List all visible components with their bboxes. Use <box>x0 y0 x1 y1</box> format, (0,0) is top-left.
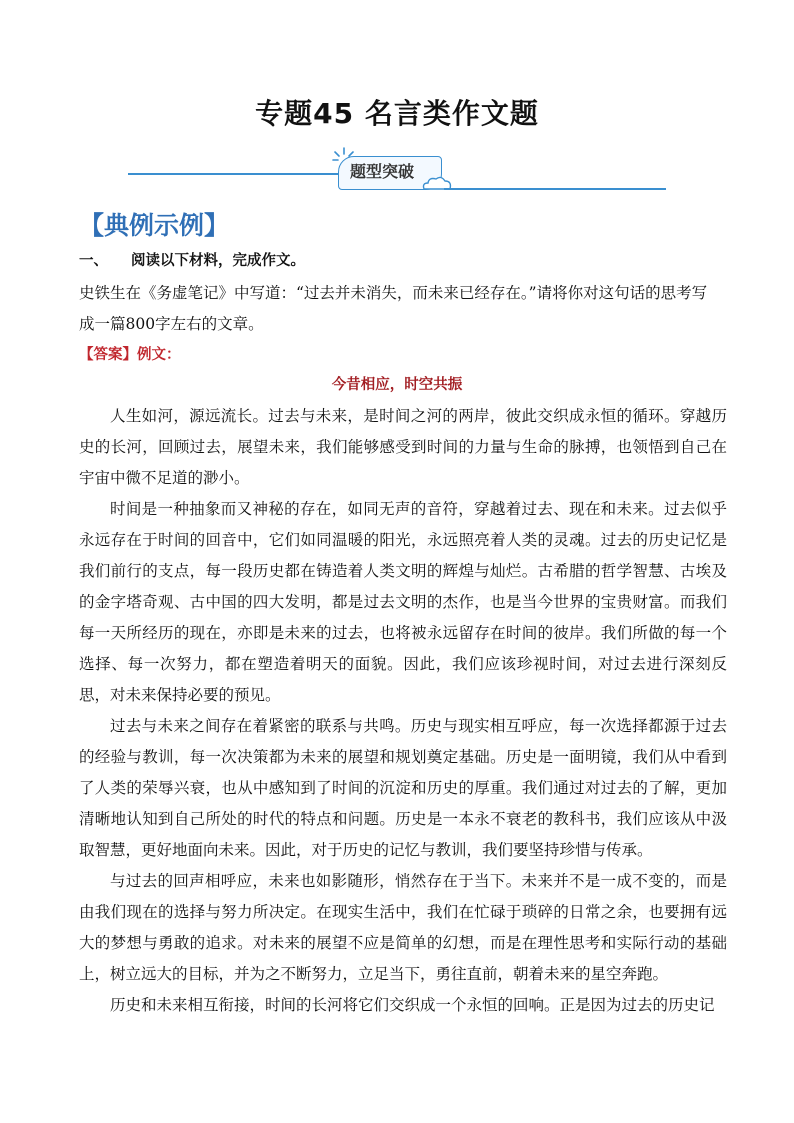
essay-body <box>79 401 727 1021</box>
answer-sublabel: 例文： <box>137 347 181 363</box>
question-text: 阅读以下材料，完成作文。 <box>131 253 305 269</box>
page-title: 专题45 名言类作文题 <box>255 97 539 130</box>
section-heading: 【典例示例】 <box>79 211 230 240</box>
essay-title: 今昔相应，时空共振 <box>331 377 463 393</box>
question-instruction <box>79 249 305 270</box>
banner-line-right <box>444 188 666 190</box>
essay-paragraph: 与过去的回声相呼应，未来也如影随形，悄然存在于当下。未来并不是一成不变的，而是由我们现在的选择与努力所决定。在现实生活中，我们在忙碌于琐碎的日常之余，也要拥有远大的梦想与勇敢的追求。对未来的展望不应是简单的幻想，而是在理性思考和实际行动的基础上，树立远大的目标，并为之不断努力，立足当下，勇往直前，朝着未来的星空奔跑。 <box>79 872 727 983</box>
section-banner <box>128 144 668 194</box>
question-prompt: 史铁生在《务虚笔记》中写道：“过去并未消失，而未来已经存在。”请将你对这句话的思考写成一篇800字左右的文章。 <box>79 284 708 333</box>
essay-paragraph: 过去与未来之间存在着紧密的联系与共鸣。历史与现实相互呼应，每一次选择都源于过去的经验与教训，每一次决策都为未来的展望和规划奠定基础。历史是一面明镜，我们从中看到了人类的荣辱兴衰，也从中感知到了时间的沉淀和历史的厚重。我们通过对过去的了解，更加清晰地认知到自己所处的时代的特点和问题。历史是一本永不衰老的教科书，我们应该从中汲取智慧，更好地面向未来。因此，对于历史的记忆与教训，我们要坚持珍惜与传承。 <box>79 717 727 859</box>
banner-line-left <box>128 173 340 175</box>
essay-paragraph: 时间是一种抽象而又神秘的存在，如同无声的音符，穿越着过去、现在和未来。过去似乎永远存在于时间的回音中，它们如同温暖的阳光，永远照亮着人类的灵魂。过去的历史记忆是我们前行的支点，每一段历史都在铸造着人类文明的辉煌与灿烂。古希腊的哲学智慧、古埃及的金字塔奇观、古中国的四大发明，都是过去文明的杰作，也是当今世界的宝贵财富。而我们每一天所经历的现在，亦即是未来的过去，也将被永远留存在时间的彼岸。我们所做的每一个选择、每一次努力，都在塑造着明天的面貌。因此，我们应该珍视时间，对过去进行深刻反思，对未来保持必要的预见。 <box>79 500 727 704</box>
answer-label <box>79 343 181 364</box>
essay-paragraph: 历史和未来相互衔接，时间的长河将它们交织成一个永恒的回响。正是因为过去的历史记 <box>110 996 715 1014</box>
banner-label: 题型突破 <box>350 162 415 181</box>
essay-paragraph: 人生如河，源远流长。过去与未来，是时间之河的两岸，彼此交织成永恒的循环。穿越历史的长河，回顾过去，展望未来，我们能够感受到时间的力量与生命的脉搏，也领悟到自己在宇宙中微不足道的渺小。 <box>79 407 727 487</box>
question-number: 一、 <box>79 253 108 269</box>
answer-tag: 【答案】 <box>79 347 137 363</box>
